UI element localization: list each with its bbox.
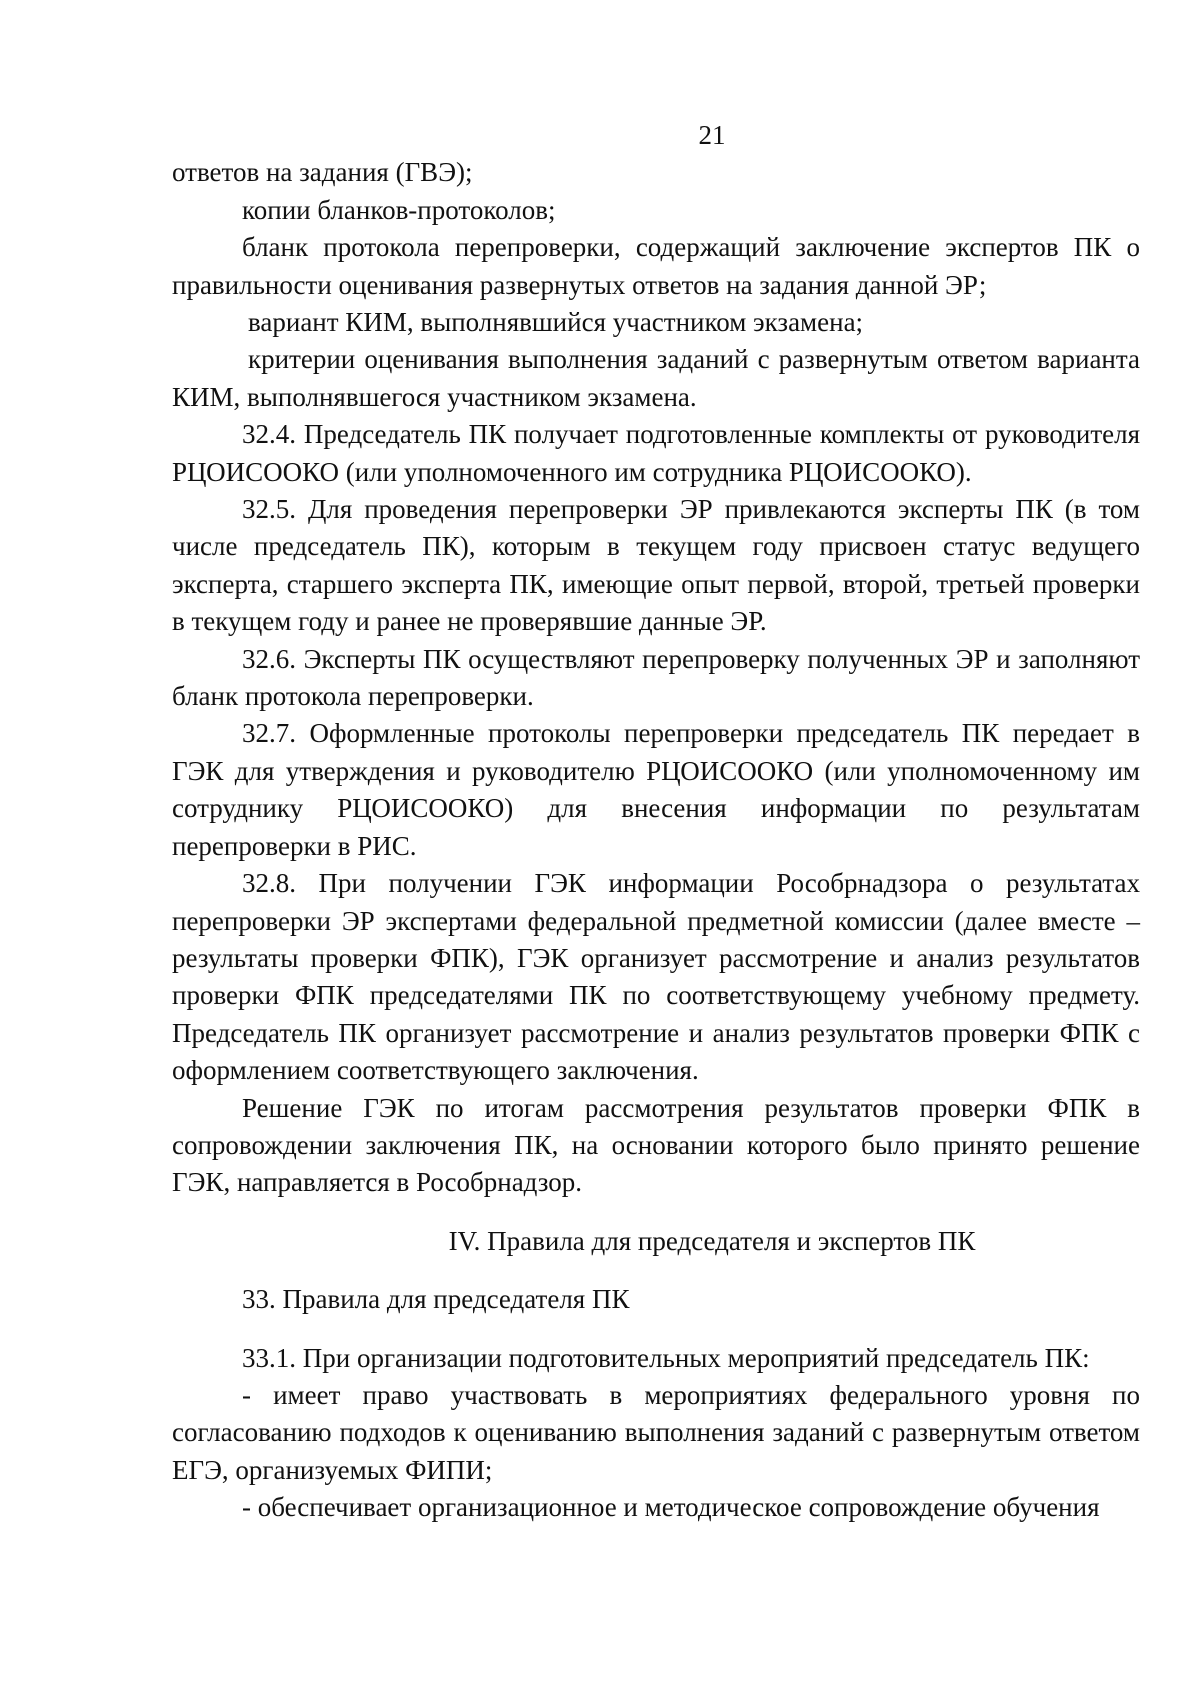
paragraph: ответов на задания (ГВЭ); bbox=[172, 157, 473, 188]
paragraph: - имеет право участвовать в мероприятиях федерального уровня по согласованию подходов к оцениванию выполнения заданий с развернутым ответом ЕГЭ, организуемых ФИПИ; bbox=[172, 1379, 1140, 1485]
page-number: 21 bbox=[698, 120, 726, 150]
paragraph: бланк протокола перепроверки, содержащий заключение экспертов ПК о правильности оценивания развернутых ответов на задания данной ЭР; bbox=[172, 232, 1140, 300]
paragraph: 32.8. При получении ГЭК информации Рособрнадзора о результатах перепроверки ЭР экспертами федеральной предметной комиссии (далее вместе – результаты проверки ФПК), ГЭК организует рассмотрение и анализ результатов проверки ФПК председателями ПК по соответствующему учебному предмету. Председатель ПК организует рассмотрение и анализ результатов проверки ФПК с оформлением соответствующего заключения. bbox=[172, 868, 1140, 1086]
paragraph: копии бланков-протоколов; bbox=[242, 194, 556, 225]
subsection-heading: 33. Правила для председателя ПК bbox=[242, 1284, 630, 1315]
paragraph: 32.4. Председатель ПК получает подготовленные комплекты от руководителя РЦОИСООКО (или уполномоченного им сотрудника РЦОИСООКО). bbox=[172, 419, 1140, 487]
paragraph: 32.7. Оформленные протоколы перепроверки председатель ПК передает в ГЭК для утверждения и руководителю РЦОИСООКО (или уполномоченному им сотруднику РЦОИСООКО) для внесения информации по результатам перепроверки в РИС. bbox=[172, 718, 1140, 861]
paragraph: Решение ГЭК по итогам рассмотрения результатов проверки ФПК в сопровождении заключения ПК, на основании которого было принято решение ГЭК, направляется в Рособрнадзор. bbox=[172, 1092, 1140, 1198]
paragraph: критерии оценивания выполнения заданий с развернутым ответом варианта КИМ, выполнявшегося участником экзамена. bbox=[172, 344, 1140, 412]
section-heading: IV. Правила для председателя и экспертов ПК bbox=[448, 1225, 976, 1256]
paragraph: вариант КИМ, выполнявшийся участником экзамена; bbox=[248, 307, 864, 338]
paragraph: 32.5. Для проведения перепроверки ЭР привлекаются эксперты ПК (в том числе председатель ПК), которым в текущем году присвоен статус ведущего эксперта, старшего эксперта ПК, имеющие опыт первой, второй, третьей проверки в текущем году и ранее не проверявшие данные ЭР. bbox=[172, 494, 1140, 637]
paragraph: 32.6. Эксперты ПК осуществляют перепроверку полученных ЭР и заполняют бланк протокола перепроверки. bbox=[172, 643, 1140, 712]
paragraph: 33.1. При организации подготовительных мероприятий председатель ПК: bbox=[242, 1342, 1090, 1373]
paragraph: - обеспечивает организационное и методическое сопровождение обучения bbox=[242, 1492, 1100, 1523]
